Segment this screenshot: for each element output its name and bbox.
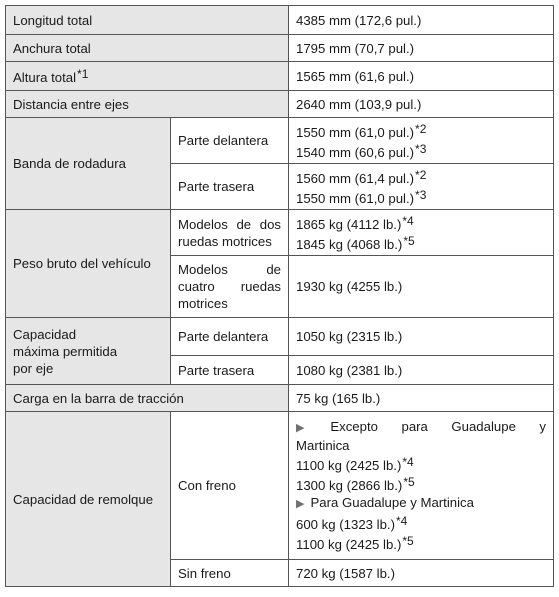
label-banda-trasera: Parte trasera — [171, 164, 289, 210]
label-remolque: Capacidad de remolque — [6, 412, 171, 587]
label-banda: Banda de rodadura — [6, 118, 171, 210]
label-eje-trasera: Parte trasera — [171, 356, 289, 385]
table-row-peso-dos — [6, 210, 554, 256]
value-con-freno: ▶ Excepto para Guadalupe y Martinica 1100 kg (2425 lb.)*4 1300 kg (2866 lb.)*5 ▶ Para Guadalupe y Martinica 600 kg (1323 lb.)*4 1100 kg (2425 lb.)*5 — [289, 412, 554, 560]
triangle-right-icon: ▶ — [296, 498, 305, 510]
table-row-altura — [6, 62, 554, 91]
label-peso-cuatro: Modelos de cuatro ruedas motrices — [171, 256, 289, 318]
value-eje-trasera: 1080 kg (2381 lb.) — [289, 356, 554, 385]
label-con-freno: Con freno — [171, 412, 289, 560]
value-longitud: 4385 mm (172,6 pul.) — [289, 6, 554, 35]
label-peso: Peso bruto del vehículo — [6, 210, 171, 318]
label-peso-dos: Modelos de dos ruedas motrices — [171, 210, 289, 256]
table-row-anchura — [6, 35, 554, 62]
label-anchura: Anchura total — [6, 35, 289, 62]
value-anchura: 1795 mm (70,7 pul.) — [289, 35, 554, 62]
footnote-1: *1 — [77, 67, 89, 81]
value-carga: 75 kg (165 lb.) — [289, 385, 554, 412]
bullet-para: ▶ Para Guadalupe y Martinica — [296, 495, 474, 510]
value-peso-cuatro: 1930 kg (4255 lb.) — [289, 256, 554, 318]
label-banda-delantera: Parte delantera — [171, 118, 289, 164]
specifications-table — [5, 5, 554, 587]
value-distancia: 2640 mm (103,9 pul.) — [289, 91, 554, 118]
label-carga: Carga en la barra de tracción — [6, 385, 289, 412]
table-row-remolque-con — [6, 412, 554, 560]
table-row-carga — [6, 385, 554, 412]
table-row-banda-delantera — [6, 118, 554, 164]
table-row-distancia — [6, 91, 554, 118]
label-longitud: Longitud total — [6, 6, 289, 35]
value-banda-trasera: 1560 mm (61,4 pul.)*2 1550 mm (61,0 pul.)*3 — [289, 164, 554, 210]
triangle-right-icon: ▶ — [296, 422, 325, 434]
label-capacidad-eje: Capacidad máxima permitida por eje — [6, 318, 171, 385]
table-row-longitud — [6, 6, 554, 35]
label-sin-freno: Sin freno — [171, 560, 289, 587]
table-row-eje-delantera — [6, 318, 554, 356]
value-sin-freno: 720 kg (1587 lb.) — [289, 560, 554, 587]
value-eje-delantera: 1050 kg (2315 lb.) — [289, 318, 554, 356]
label-distancia: Distancia entre ejes — [6, 91, 289, 118]
bullet-excepto: ▶ Excepto para Guadalupe y — [296, 419, 547, 434]
value-peso-dos: 1865 kg (4112 lb.)*4 1845 kg (4068 lb.)*5 — [289, 210, 554, 256]
value-altura: 1565 mm (61,6 pul.) — [289, 62, 554, 91]
label-eje-delantera: Parte delantera — [171, 318, 289, 356]
value-banda-delantera: 1550 mm (61,0 pul.)*2 1540 mm (60,6 pul.)*3 — [289, 118, 554, 164]
label-altura: Altura total*1 — [6, 62, 289, 91]
